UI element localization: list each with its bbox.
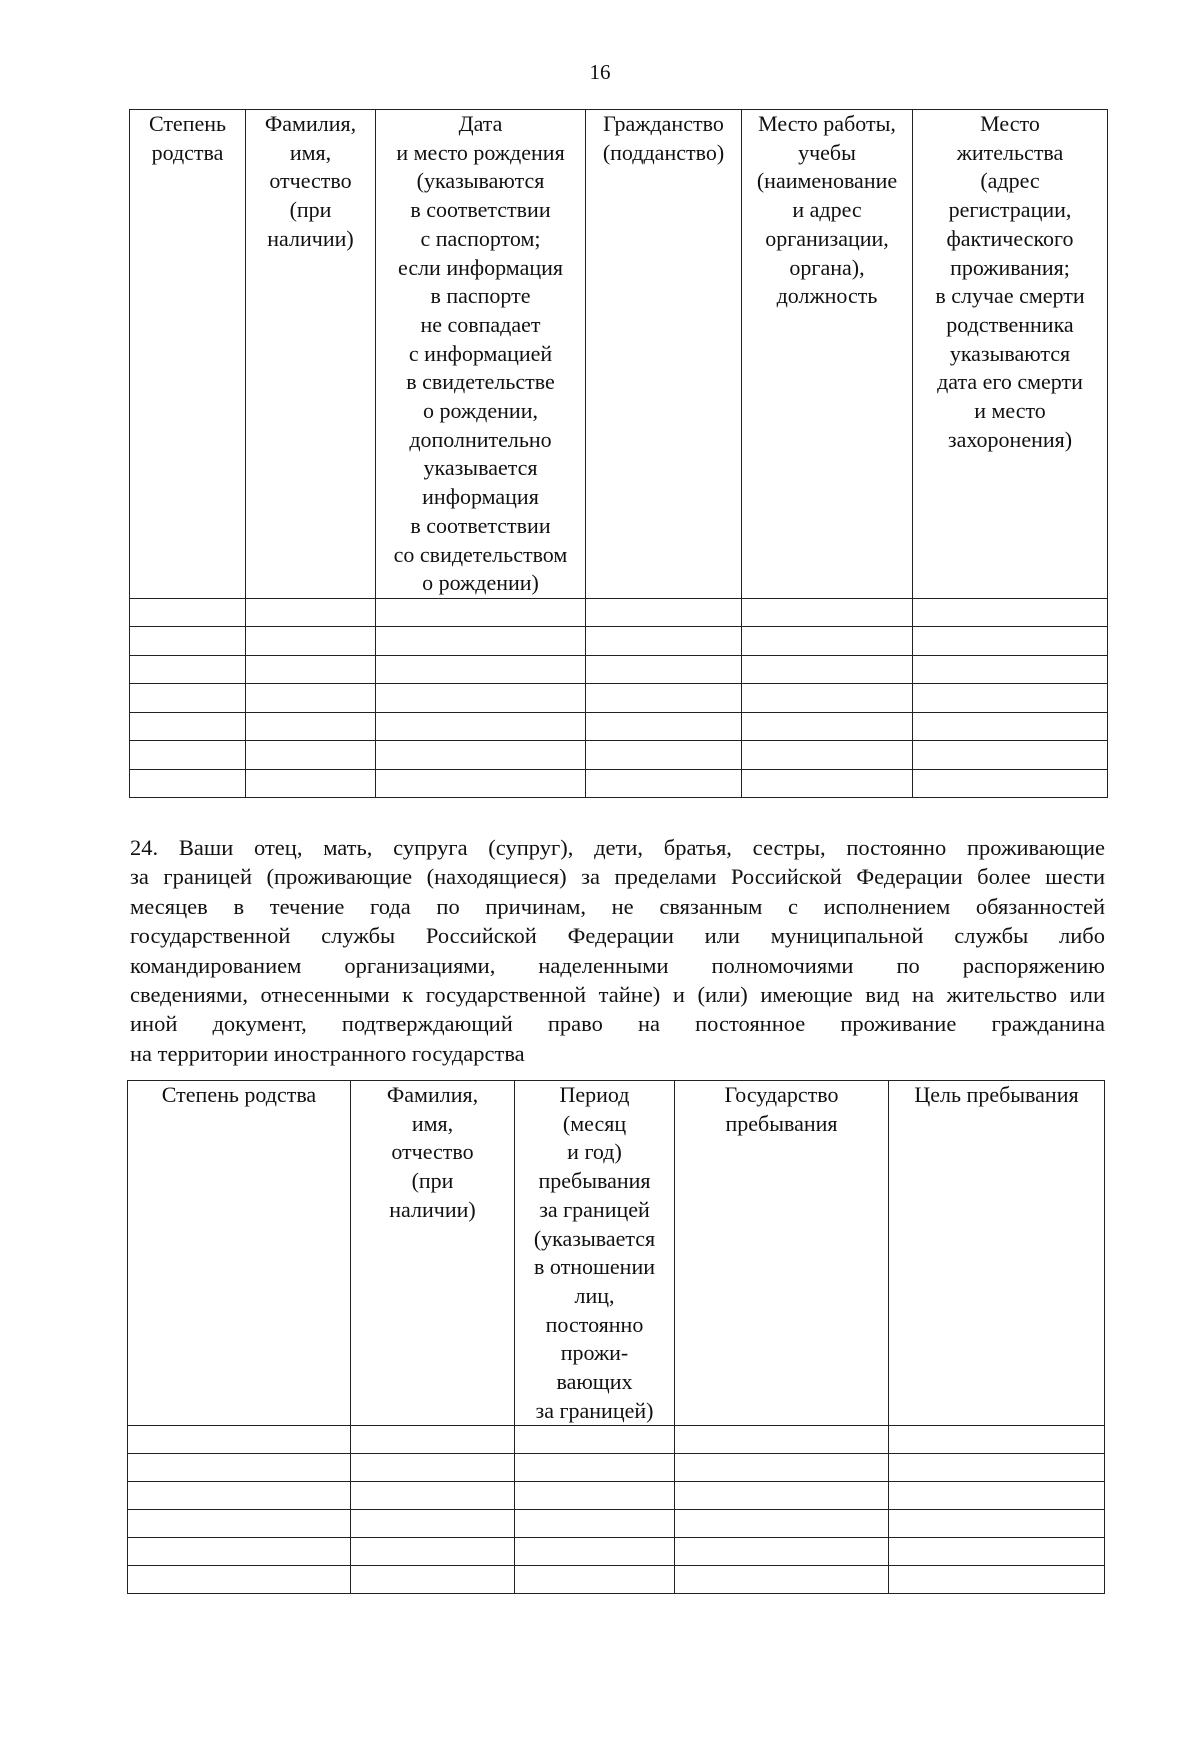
table-header-row: [128, 1081, 1105, 1426]
table-cell[interactable]: [742, 598, 913, 627]
table-cell[interactable]: [130, 712, 246, 741]
header-residence: Место жительства (адрес регистрации, фактического проживания; в случае смерти родственника указываются дата его смерти и место захоронения): [913, 110, 1108, 599]
paragraph-24-line: государственной службы Российской Федерации или муниципальной службы либо: [130, 923, 1105, 949]
table-row: [128, 1510, 1105, 1538]
table-cell[interactable]: [246, 655, 376, 684]
table-cell[interactable]: [128, 1510, 351, 1538]
table-row: [128, 1482, 1105, 1510]
table-header-row: [130, 110, 1108, 599]
table-cell[interactable]: [351, 1538, 515, 1566]
table-cell[interactable]: [515, 1482, 675, 1510]
header-purpose-of-stay: Цель пребывания: [889, 1081, 1105, 1426]
paragraph-24: [130, 833, 1105, 1068]
table-cell[interactable]: [913, 741, 1108, 770]
table-cell[interactable]: [351, 1510, 515, 1538]
table-row: [130, 684, 1108, 713]
table-cell[interactable]: [742, 769, 913, 798]
table-cell[interactable]: [130, 655, 246, 684]
table-cell[interactable]: [675, 1426, 889, 1454]
page-number: 16: [589, 60, 611, 84]
header-full-name: Фамилия, имя, отчество (при наличии): [246, 110, 376, 599]
table-cell[interactable]: [246, 627, 376, 656]
paragraph-24-line: командированием организациями, наделенными полномочиями по распоряжению: [130, 952, 1105, 978]
table-row: [128, 1454, 1105, 1482]
table-cell[interactable]: [515, 1510, 675, 1538]
table-row: [130, 741, 1108, 770]
table-cell[interactable]: [889, 1538, 1105, 1566]
header-period-abroad: Период (месяц и год) пребывания за границей (указывается в отношении лиц, постоянно прожи- вающих за границей): [515, 1081, 675, 1426]
header-relationship: Степень родства: [130, 110, 246, 599]
header-birth-date-place: Дата и место рождения (указываются в соответствии с паспортом; если информация в паспорте не совпадает с информацией в свидетельстве о рождении, дополнительно указывается информация в соответствии со свидетельством о рождении): [376, 110, 586, 599]
table-cell[interactable]: [376, 712, 586, 741]
paragraph-24-line: за границей (проживающие (находящиеся) за пределами Российской Федерации более шести: [130, 864, 1105, 890]
table-cell[interactable]: [130, 627, 246, 656]
relatives-table: [129, 109, 1108, 798]
table-cell[interactable]: [130, 684, 246, 713]
table-cell[interactable]: [376, 769, 586, 798]
paragraph-24-line: на территории иностранного государства: [130, 1040, 525, 1066]
table-cell[interactable]: [913, 627, 1108, 656]
table-cell[interactable]: [675, 1510, 889, 1538]
table-cell[interactable]: [515, 1426, 675, 1454]
table-cell[interactable]: [128, 1454, 351, 1482]
table-cell[interactable]: [586, 712, 742, 741]
paragraph-24-line: иной документ, подтверждающий право на постоянное проживание гражданина: [130, 1011, 1105, 1037]
table-cell[interactable]: [376, 598, 586, 627]
header-full-name: Фамилия, имя, отчество (при наличии): [351, 1081, 515, 1426]
table-cell[interactable]: [128, 1566, 351, 1594]
table-cell[interactable]: [742, 712, 913, 741]
table-cell[interactable]: [376, 655, 586, 684]
paragraph-24-number: 24.: [130, 835, 159, 860]
table-row: [128, 1538, 1105, 1566]
table-cell[interactable]: [246, 598, 376, 627]
table-cell[interactable]: [742, 655, 913, 684]
table-row: [130, 655, 1108, 684]
table-cell[interactable]: [675, 1538, 889, 1566]
table-cell[interactable]: [246, 741, 376, 770]
table-cell[interactable]: [130, 741, 246, 770]
table-cell[interactable]: [586, 684, 742, 713]
table-cell[interactable]: [246, 769, 376, 798]
table-cell[interactable]: [351, 1482, 515, 1510]
table-cell[interactable]: [128, 1482, 351, 1510]
table-cell[interactable]: [376, 684, 586, 713]
table-cell[interactable]: [889, 1510, 1105, 1538]
table-cell[interactable]: [351, 1566, 515, 1594]
table-cell[interactable]: [246, 712, 376, 741]
table-cell[interactable]: [128, 1426, 351, 1454]
table-cell[interactable]: [515, 1566, 675, 1594]
table-cell[interactable]: [246, 684, 376, 713]
table-cell[interactable]: [889, 1482, 1105, 1510]
table-cell[interactable]: [889, 1426, 1105, 1454]
table-cell[interactable]: [586, 627, 742, 656]
table-row: [128, 1566, 1105, 1594]
table-cell[interactable]: [913, 684, 1108, 713]
paragraph-24-line: месяцев в течение года по причинам, не связанным с исполнением обязанностей: [130, 893, 1105, 919]
table-cell[interactable]: [351, 1426, 515, 1454]
relatives-abroad-table: [127, 1080, 1105, 1594]
table-cell[interactable]: [515, 1538, 675, 1566]
table-cell[interactable]: [130, 598, 246, 627]
table-row: [130, 627, 1108, 656]
table-cell[interactable]: [376, 627, 586, 656]
table-cell[interactable]: [675, 1482, 889, 1510]
table-cell[interactable]: [515, 1454, 675, 1482]
table-cell[interactable]: [675, 1454, 889, 1482]
table-cell[interactable]: [913, 769, 1108, 798]
table-row: [128, 1426, 1105, 1454]
paragraph-24-line: 24. Ваши отец, мать, супруга (супруг), дети, братья, сестры, постоянно проживающие: [130, 835, 1106, 860]
table-row: [130, 598, 1108, 627]
table-row: [130, 712, 1108, 741]
table-cell[interactable]: [913, 655, 1108, 684]
table-cell[interactable]: [889, 1454, 1105, 1482]
header-citizenship: Гражданство (подданство): [586, 110, 742, 599]
table-cell[interactable]: [351, 1454, 515, 1482]
table-cell[interactable]: [742, 627, 913, 656]
table-cell[interactable]: [913, 712, 1108, 741]
header-relationship: Степень родства: [128, 1081, 351, 1426]
header-workplace: Место работы, учебы (наименование и адрес организации, органа), должность: [742, 110, 913, 599]
paragraph-24-line: сведениями, отнесенными к государственной тайне) и (или) имеющие вид на жительство или: [130, 982, 1105, 1008]
table-cell[interactable]: [586, 598, 742, 627]
table-cell[interactable]: [889, 1566, 1105, 1594]
table-cell[interactable]: [675, 1566, 889, 1594]
table-row: [130, 769, 1108, 798]
table-cell[interactable]: [586, 769, 742, 798]
table-cell[interactable]: [586, 655, 742, 684]
table-cell[interactable]: [376, 741, 586, 770]
table-cell[interactable]: [742, 741, 913, 770]
table-cell[interactable]: [128, 1538, 351, 1566]
table-cell[interactable]: [742, 684, 913, 713]
table-cell[interactable]: [130, 769, 246, 798]
table-cell[interactable]: [586, 741, 742, 770]
header-country-of-stay: Государство пребывания: [675, 1081, 889, 1426]
table-cell[interactable]: [913, 598, 1108, 627]
